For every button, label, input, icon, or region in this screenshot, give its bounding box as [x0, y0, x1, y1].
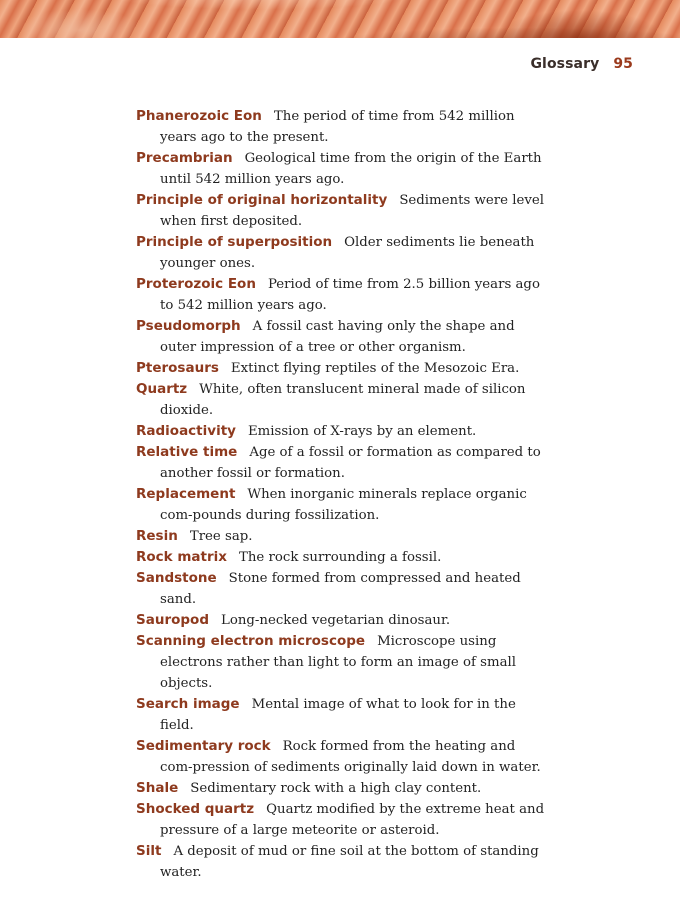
glossary-entry [136, 274, 546, 316]
glossary-definition: When inorganic minerals replace organic com-pounds during fossilization. [160, 487, 527, 523]
glossary-definition: Microscope using electrons rather than light to form an image of small objects. [160, 634, 517, 691]
glossary-term: Resin [136, 528, 178, 544]
glossary-definition: Sedimentary rock with a high clay content. [190, 781, 482, 796]
glossary-term: Silt [136, 843, 162, 859]
glossary-term: Shale [136, 780, 179, 796]
glossary-entry [136, 190, 546, 232]
glossary-term: Rock matrix [136, 549, 227, 565]
glossary-definition: Long-necked vegetarian dinosaur. [220, 613, 451, 628]
glossary-term: Pterosaurs [136, 360, 219, 376]
glossary-term: Sauropod [136, 612, 209, 628]
glossary-entry [136, 778, 546, 799]
glossary-definition: A fossil cast having only the shape and outer impression of a tree or other organism. [160, 319, 515, 355]
glossary-definition: Mental image of what to look for in the field. [160, 697, 516, 733]
glossary-entry [136, 148, 546, 190]
glossary-term: Principle of superposition [136, 234, 333, 250]
glossary-term: Phanerozoic Eon [136, 108, 262, 124]
glossary-definition: White, often translucent mineral made of silicon dioxide. [160, 382, 526, 418]
page-number: 95 [613, 56, 633, 72]
glossary-term: Proterozoic Eon [136, 276, 256, 292]
glossary-definition: Extinct flying reptiles of the Mesozoic Era. [230, 361, 520, 376]
glossary-term: Principle of original horizontality [136, 192, 388, 208]
glossary-entry [136, 568, 546, 610]
glossary-term: Radioactivity [136, 423, 236, 439]
glossary-definition: Age of a fossil or formation as compared to another fossil or formation. [160, 445, 541, 481]
glossary-term: Sandstone [136, 570, 217, 586]
glossary-definition: Older sediments lie beneath younger ones. [160, 235, 535, 271]
glossary-entry [136, 526, 546, 547]
running-head [530, 56, 633, 72]
glossary-entry [136, 841, 546, 883]
glossary-entry [136, 610, 546, 631]
glossary-definition: Period of time from 2.5 billion years ago to 542 million years ago. [160, 277, 540, 313]
glossary-term: Sedimentary rock [136, 738, 271, 754]
banner-rock-bands [0, 0, 680, 38]
glossary-definition: Geological time from the origin of the Earth until 542 million years ago. [160, 151, 542, 187]
glossary-entry [136, 379, 546, 421]
glossary-definition: The rock surrounding a fossil. [238, 550, 442, 565]
glossary-entry [136, 631, 546, 694]
glossary-entry [136, 799, 546, 841]
glossary-term: Pseudomorph [136, 318, 241, 334]
glossary-entry [136, 232, 546, 274]
glossary-entry [136, 421, 546, 442]
section-title: Glossary [530, 56, 600, 72]
glossary-term: Replacement [136, 486, 236, 502]
glossary-term: Quartz [136, 381, 188, 397]
glossary-entry [136, 106, 546, 148]
glossary-definition: Stone formed from compressed and heated sand. [160, 571, 521, 607]
glossary-term: Precambrian [136, 150, 233, 166]
glossary-definition: A deposit of mud or fine soil at the bottom of standing water. [160, 844, 539, 880]
glossary-list [136, 106, 546, 883]
glossary-entry [136, 547, 546, 568]
glossary-entry [136, 358, 546, 379]
glossary-term: Shocked quartz [136, 801, 255, 817]
glossary-entry [136, 694, 546, 736]
glossary-entry [136, 736, 546, 778]
glossary-definition: Tree sap. [189, 529, 253, 544]
glossary-definition: Quartz modified by the extreme heat and pressure of a large meteorite or asteroid. [160, 802, 545, 838]
glossary-definition: Rock formed from the heating and com-pression of sediments originally laid down in water. [160, 739, 541, 775]
glossary-term: Scanning electron microscope [136, 633, 366, 649]
glossary-entry [136, 442, 546, 484]
glossary-entry [136, 484, 546, 526]
header-banner-image [0, 0, 680, 38]
glossary-term: Relative time [136, 444, 238, 460]
glossary-term: Search image [136, 696, 240, 712]
glossary-definition: Sediments were level when first deposited. [160, 193, 544, 229]
glossary-definition: Emission of X-rays by an element. [247, 424, 477, 439]
glossary-entry [136, 316, 546, 358]
glossary-definition: The period of time from 542 million years ago to the present. [160, 109, 515, 145]
